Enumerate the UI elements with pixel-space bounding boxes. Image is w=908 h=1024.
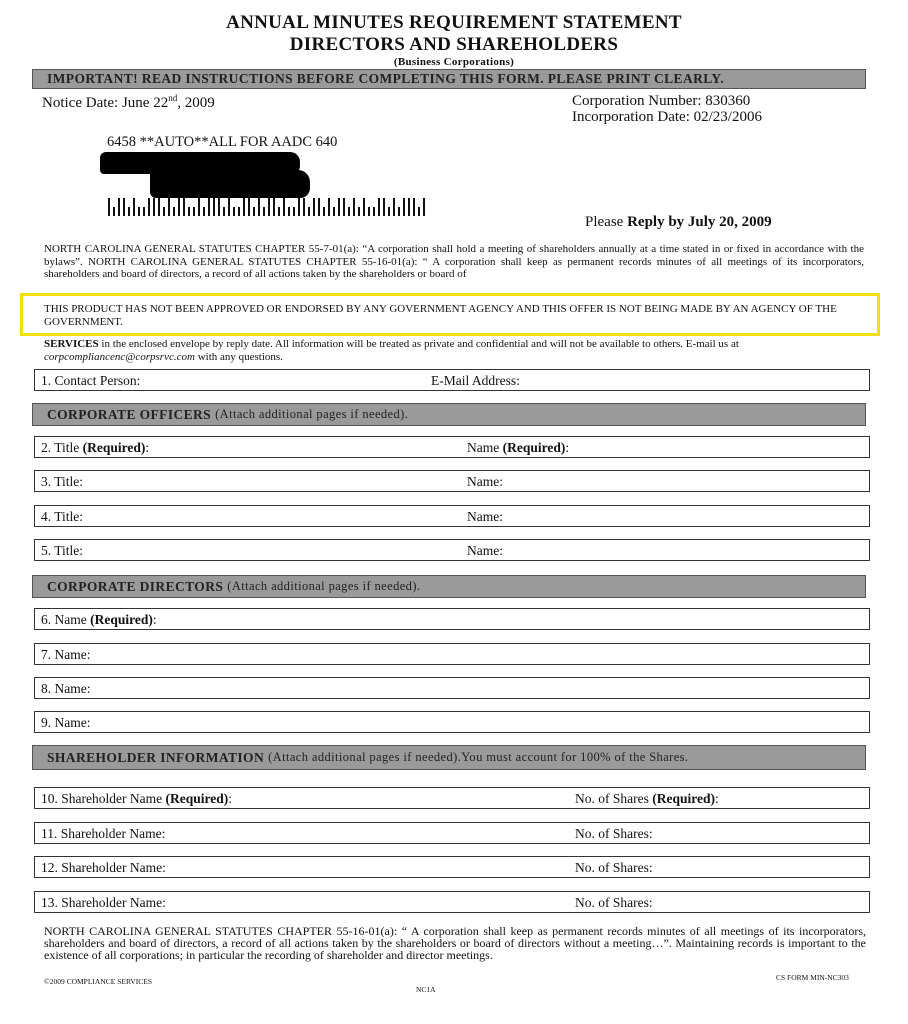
instructions-text [44,338,864,363]
barcode-bar [393,198,395,216]
form-title-line2: DIRECTORS AND SHAREHOLDERS [289,34,619,55]
barcode-bar [323,207,325,216]
row-label-part: 12. Shareholder Name: [41,860,166,875]
row-label-part: No. of Shares: [575,860,653,875]
row-label-part: : [228,791,232,806]
barcode-bar [198,198,200,216]
barcode-bar [333,207,335,216]
officers-row[interactable] [34,539,870,561]
shareholders-row[interactable] [34,787,870,809]
directors-row[interactable] [34,608,870,630]
row-label-part: : [145,440,150,455]
directors-note: (Attach additional pages if needed). [227,579,421,593]
officers-row-right-label [467,509,503,525]
barcode-bar [373,207,375,216]
barcode-bar [188,207,190,216]
barcode-bar [133,198,135,216]
shareholders-row-right-label [575,791,719,807]
corporation-number: Corporation Number: 830360 [572,93,751,109]
officers-row-right-label [467,440,569,456]
shareholders-row[interactable] [34,822,870,844]
barcode-bar [343,198,345,216]
row-label-part: 11. Shareholder Name: [41,826,166,841]
contact-email-link[interactable]: corpcompliancenc@corpsrvc.com [44,350,195,363]
row-label-part: : [715,791,719,806]
copyright: ©2009 COMPLIANCE SERVICES [44,977,153,986]
directors-row[interactable] [34,711,870,733]
row-label-part: : [152,612,157,627]
barcode-bar [108,198,110,216]
barcode-bar [153,198,155,216]
shareholders-row[interactable] [34,891,870,913]
barcode-bar [303,198,305,216]
barcode-bar [378,198,380,216]
instructions-tail: with any questions. [194,350,283,363]
instructions-body: in the enclosed envelope by reply date. All information will be treated as private and confidential and will not be available to others. E-mail us at [101,338,739,350]
directors-row-left-label [41,715,91,731]
row-label-part: Name: [467,509,503,524]
barcode-bar [163,207,165,216]
officers-row-left-label [41,474,83,490]
row-label-part: Name: [467,474,503,489]
officers-section-header [32,403,866,426]
barcode-bar [208,198,210,216]
barcode-bar [148,198,150,216]
barcode-bar [218,198,220,216]
barcode-bar [363,198,365,216]
row-label-part: (Required) [82,440,146,455]
barcode-bar [298,198,300,216]
row-label-part: 6. Name [41,612,91,627]
row-label-part: No. of Shares: [575,826,653,841]
shareholders-row-left-label [41,791,232,807]
barcode-bar [313,198,315,216]
barcode-bar [243,198,245,216]
barcode-bar [328,198,330,216]
shareholders-row-right-label [575,895,653,911]
row-label-part: (Required) [165,791,229,806]
form-subtitle: (Business Corporations) [393,56,515,68]
barcode-bar [398,207,400,216]
barcode-bar [318,198,320,216]
row-label-part: 4. Title: [41,509,84,524]
row-label-part: No. of Shares: [575,895,653,910]
row-label-part: No. of Shares [575,791,653,806]
barcode-bar [183,198,185,216]
barcode-bar [293,207,295,216]
statute-text-top: NORTH CAROLINA GENERAL STATUTES CHAPTER 55-7-01(a): “A corporation shall hold a meeting of shareholders annually at a time stated in or fixed in accordance with the bylaws”. NORTH CAROLINA GENERAL STATUTES CHAPTER 55-16-01(a): “ A corporation shall keep as permanent records minutes of all meetings of its incorporators, shareholders and board of directors, a record of all actions taken by the shareholders or board of [44,243,864,280]
barcode-bar [388,207,390,216]
barcode-bar [138,207,140,216]
barcode-bar [413,198,415,216]
notice-date-year: , 2009 [177,95,215,111]
shareholders-row-right-label [575,860,653,876]
statute-text-bottom: NORTH CAROLINA GENERAL STATUTES CHAPTER 55-16-01(a): “ A corporation shall keep as permanent records minutes of all meetings of its incorporators, shareholders and board of directors, a record of all actions taken by the shareholders or board of directors without a meeting…”. Maintaining records is important to the existence of all corporations; in particular the recording of shareholder and director meetings. [44,924,866,962]
corporation-info [572,93,762,125]
row-label-part: (Required) [502,440,566,455]
row-label-part: : [565,440,570,455]
contact-row[interactable] [34,369,870,391]
row-label-part: 3. Title: [41,474,84,489]
shareholders-row-left-label [41,860,166,876]
shareholders-row-left-label [41,826,165,842]
row-label-part: 2. Title [41,440,83,455]
row-label-part: (Required) [652,791,715,806]
row-label-part: 8. Name: [41,681,91,696]
reply-by-notice [585,214,772,231]
shareholders-row[interactable] [34,856,870,878]
barcode-bar [423,198,425,216]
barcode-bar [178,198,180,216]
mailing-address-line1: 6458 **AUTO**ALL FOR AADC 640 [107,134,338,150]
barcode-bar [348,207,350,216]
barcode-bar [143,207,145,216]
contact-person-label: 1. Contact Person: [41,373,141,388]
row-label-part: 9. Name: [41,715,91,730]
notice-date-sup: nd [168,93,178,103]
barcode-bar [403,198,405,216]
officers-title: CORPORATE OFFICERS [47,406,212,422]
barcode-bar [128,207,130,216]
barcode-bar [258,198,260,216]
barcode-bar [418,207,420,216]
barcode-bar [408,198,410,216]
barcode-bar [263,207,265,216]
important-banner-text: IMPORTANT! READ INSTRUCTIONS BEFORE COMPLETING THIS FORM. PLEASE PRINT CLEARLY. [47,71,725,86]
notice-date [42,93,215,112]
officers-row-left-label [41,509,83,525]
row-label-part: Name [467,440,503,455]
shareholders-row-right-label [575,826,653,842]
reply-prefix: Please [585,214,628,230]
directors-row[interactable] [34,677,870,699]
row-label-part: (Required) [90,612,153,627]
shareholders-note: (Attach additional pages if needed).You must account for 100% of the Shares. [268,750,689,764]
officers-row[interactable] [34,436,870,458]
notice-date-label: Notice Date: June 22 [42,95,169,111]
barcode-bar [113,207,115,216]
barcode-bar [273,198,275,216]
barcode-bar [248,198,250,216]
barcode-bar [193,207,195,216]
form-number: CS FORM MIN-NC303 [776,973,849,982]
officers-row-left-label [41,440,149,456]
officers-row-right-label [467,543,503,559]
row-label-part: 7. Name: [41,647,91,662]
directors-row-left-label [41,647,91,663]
redaction-mark-2 [150,170,310,198]
barcode-bar [158,198,160,216]
barcode-bar [213,198,215,216]
reply-date: Reply by July 20, 2009 [627,214,772,230]
directors-row-left-label [41,612,157,628]
barcode-bar [123,198,125,216]
barcode-bar [223,207,225,216]
barcode-bar [253,207,255,216]
barcode-bar [353,198,355,216]
officers-row[interactable] [34,505,870,527]
government-disclaimer: THIS PRODUCT HAS NOT BEEN APPROVED OR ENDORSED BY ANY GOVERNMENT AGENCY AND THIS OFFER IS NOT BEING MADE BY AN AGENCY OF THE GOVERNMENT. [44,303,837,328]
directors-row-left-label [41,681,91,697]
barcode-bar [173,207,175,216]
barcode-bar [268,198,270,216]
shareholders-section-header [32,745,866,770]
barcode-bar [228,198,230,216]
officers-row-left-label [41,543,83,559]
barcode-bar [383,198,385,216]
row-label-part: 10. Shareholder Name [41,791,166,806]
directors-row[interactable] [34,643,870,665]
barcode-bar [203,207,205,216]
directors-title: CORPORATE DIRECTORS [47,578,224,594]
barcode-bar [338,198,340,216]
officers-row[interactable] [34,470,870,492]
barcode-bar [118,198,120,216]
barcode-bar [238,207,240,216]
officers-note: (Attach additional pages if needed). [215,407,409,421]
incorporation-date: Incorporation Date: 02/23/2006 [572,109,762,125]
shareholders-title: SHAREHOLDER INFORMATION [47,749,265,765]
barcode-bar [358,207,360,216]
barcode-bar [368,207,370,216]
row-label-part: Name: [467,543,503,558]
barcode-bar [283,198,285,216]
important-banner [32,69,866,89]
barcode-bar [278,207,280,216]
form-title: ANNUAL MINUTES REQUIREMENT STATEMENT [226,12,682,33]
barcode-bar [233,207,235,216]
officers-row-right-label [467,474,503,490]
instructions-services: SERVICES [44,338,99,350]
form-code: NC1A [416,985,436,994]
barcode-bar [168,198,170,216]
barcode-bar [288,207,290,216]
postal-barcode [108,196,428,216]
barcode-bar [308,207,310,216]
shareholders-row-left-label [41,895,166,911]
row-label-part: 5. Title: [41,543,84,558]
directors-section-header [32,575,866,598]
row-label-part: 13. Shareholder Name: [41,895,166,910]
email-address-label: E-Mail Address: [431,373,520,388]
